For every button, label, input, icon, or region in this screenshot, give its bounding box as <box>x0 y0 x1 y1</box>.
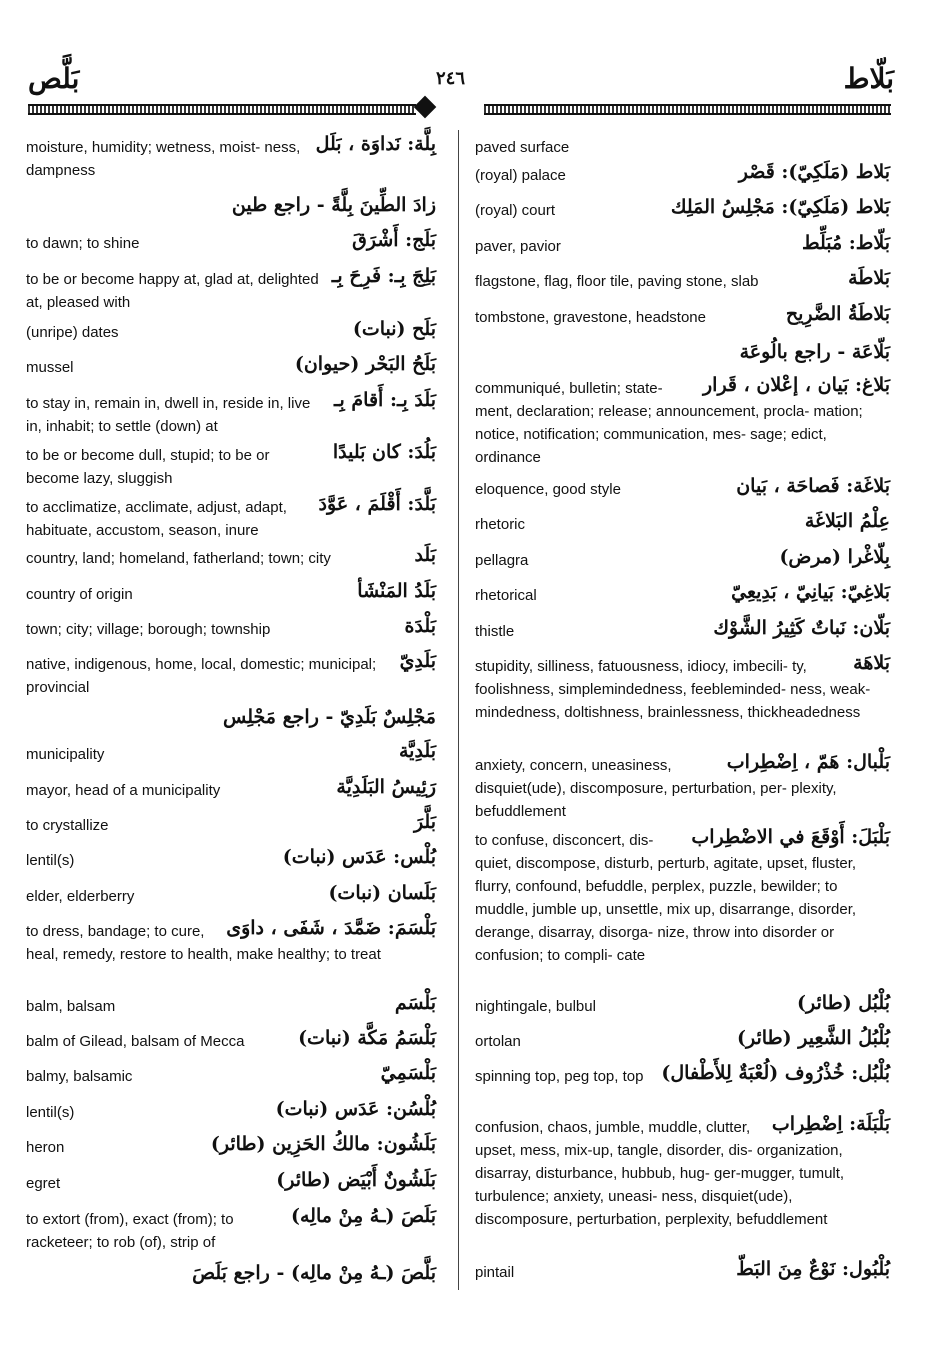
english-definition: (royal) palace <box>475 167 566 184</box>
english-definition: confusion, chaos, jumble, muddle, clutter, upset, mess, mix-up, tangle, disorder, dis- organization, disarray, disturbance, hubbub, hug- ger-mugger, tumult, turbulence; anxiety, uneasi- ness, disquiet(ude), discomposure, perturbation, perplexity, befuddlement <box>475 1119 845 1228</box>
arabic-headword: بَلَدِيَّة <box>398 740 436 762</box>
english-definition: balm, balsam <box>26 998 116 1015</box>
dictionary-entry <box>475 617 890 643</box>
arabic-headword: زادَ الطِّينَ بِلَّةً - راجع طين <box>231 194 436 216</box>
arabic-headword: مَجْلِسٌ بَلَدِيّ - راجع مَجْلِس <box>223 706 436 728</box>
dictionary-entry <box>26 318 436 344</box>
arabic-headword: بَلاغِيّ: بَيانِيّ ، بَدِيعِيّ <box>731 581 890 603</box>
dictionary-entry <box>475 1258 890 1284</box>
english-definition: lentil(s) <box>26 1104 75 1121</box>
dictionary-entry <box>475 161 890 187</box>
arabic-headword: بَلْسَمُ مَكَّة (نبات) <box>298 1027 436 1049</box>
dictionary-entry <box>475 475 890 501</box>
dictionary-entry <box>26 846 436 872</box>
english-definition: anxiety, concern, uneasiness, disquiet(ude), discomposure, perturbation, per- plexity, befuddlement <box>475 757 837 820</box>
header-ornament-diamond <box>414 96 437 119</box>
arabic-headword: بِلّاغْرا (مرض) <box>779 546 890 568</box>
arabic-headword: بَلاطَةُ الضَّرِيح <box>785 303 890 325</box>
arabic-headword: بَلَشُونٌ أَبْيَض (طائر) <box>276 1169 436 1191</box>
english-definition: balmy, balsamic <box>26 1068 133 1085</box>
arabic-headword: بَلْبال: هَمّ ، اِضْطِراب <box>726 751 890 773</box>
dictionary-entry <box>475 374 890 469</box>
arabic-headword: رَئِيسُ البَلَدِيَّة <box>336 776 436 798</box>
english-definition: thistle <box>475 623 515 640</box>
english-definition: pellagra <box>475 552 529 569</box>
dictionary-entry <box>26 1262 436 1285</box>
dictionary-entry <box>475 1113 890 1231</box>
dictionary-entry <box>26 992 436 1018</box>
dictionary-entry <box>475 303 890 329</box>
header-rule-right <box>484 104 891 115</box>
english-definition: paved surface <box>475 139 570 156</box>
page-number: ٢٤٦ <box>436 68 466 89</box>
english-definition: country of origin <box>26 586 133 603</box>
arabic-headword: بَلْدَة <box>404 615 436 637</box>
dictionary-entry <box>26 650 436 699</box>
english-definition: heron <box>26 1139 65 1156</box>
arabic-headword: بَلِجَ بِـ: فَرِحَ بِـ <box>331 265 436 287</box>
english-definition: elder, elderberry <box>26 888 135 905</box>
dictionary-entry <box>26 1098 436 1124</box>
dictionary-entry <box>26 229 436 255</box>
arabic-headword: بَلَدِيّ <box>399 650 436 672</box>
dictionary-entry <box>475 510 890 536</box>
english-definition: moisture, humidity; wetness, moist- ness, dampness <box>26 139 301 179</box>
dictionary-entry <box>26 389 436 438</box>
dictionary-entry <box>475 546 890 572</box>
dictionary-entry <box>26 740 436 766</box>
dictionary-entry <box>26 493 436 542</box>
dictionary-entry <box>475 1027 890 1053</box>
arabic-headword: بَلْبَلَ: أَوْقَعَ في الاضْطِراب <box>691 826 890 848</box>
dictionary-entry <box>475 136 890 159</box>
english-definition: mayor, head of a municipality <box>26 782 221 799</box>
dictionary-entry <box>26 1205 436 1254</box>
arabic-headword: بُلْبُلُ الشَّعِير (طائر) <box>737 1027 890 1049</box>
arabic-headword: بُلْبُل: خُذْرُوف (لُعْبَةٌ لِلأَطْفال) <box>661 1062 890 1084</box>
dictionary-entry <box>26 133 436 182</box>
arabic-headword: بَلّاعَة - راجع بالُوعَة <box>739 341 890 363</box>
column-divider <box>458 130 459 1290</box>
english-definition: to dress, bandage; to cure, heal, remedy, restore to health, make healthy; to treat <box>26 923 381 963</box>
arabic-headword: بَلَسان (نبات) <box>328 882 436 904</box>
english-definition: pintail <box>475 1264 515 1281</box>
dictionary-entry <box>475 751 890 823</box>
dictionary-entry <box>475 232 890 258</box>
arabic-headword: بَلاط (مَلَكِيّ): قَصْر <box>738 161 890 183</box>
english-definition: tombstone, gravestone, headstone <box>475 309 706 326</box>
dictionary-entry <box>26 706 436 729</box>
arabic-headword: بَلَدُ المَنْشَأ <box>357 580 436 602</box>
dictionary-entry <box>26 882 436 908</box>
english-definition: flagstone, flag, floor tile, paving stone, slab <box>475 273 759 290</box>
arabic-headword: بَلَّرَ <box>413 811 436 833</box>
english-definition: municipality <box>26 746 105 763</box>
english-definition: egret <box>26 1175 61 1192</box>
arabic-headword: بَلُدَ: كان بَليدًا <box>332 441 436 463</box>
dictionary-entry <box>475 267 890 293</box>
guide-word-right: بَلّاط <box>843 62 894 95</box>
english-definition: to crystallize <box>26 817 109 834</box>
arabic-headword: بُلْبُل (طائر) <box>797 992 890 1014</box>
dictionary-entry <box>26 194 436 217</box>
arabic-headword: بَلَّدَ: أَقْلَمَ ، عَوَّدَ <box>318 493 436 515</box>
english-definition: paver, pavior <box>475 238 561 255</box>
english-definition: (royal) court <box>475 202 556 219</box>
arabic-headword: بَلاغ: بَيان ، إعْلان ، قَرار <box>702 374 890 396</box>
dictionary-entry <box>26 776 436 802</box>
english-definition: spinning top, peg top, top <box>475 1068 644 1085</box>
dictionary-entry <box>26 811 436 837</box>
arabic-headword: بَلَصَ (ـهُ مِنْ مالِه) <box>290 1205 436 1227</box>
dictionary-entry <box>475 826 890 967</box>
arabic-headword: بَلْبَلَة: اِضْطِراب <box>771 1113 890 1135</box>
english-definition: to dawn; to shine <box>26 235 140 252</box>
english-definition: to confuse, disconcert, dis- quiet, discompose, disturb, perturb, agitate, upset, fluster, flurry, confound, befuddle, perplex, puzzle, bewilder; to muddle, jumble up, unsettle, mix up, disarrange, disorder, derange, disarray, disorga- nize, throw into disorder or confusion; to compli- cate <box>475 832 857 964</box>
arabic-headword: بَلَشُون: مالكُ الحَزِين (طائر) <box>210 1133 436 1155</box>
dictionary-entry <box>475 992 890 1018</box>
english-definition: town; city; village; borough; township <box>26 621 271 638</box>
dictionary-entry <box>26 265 436 314</box>
english-definition: to stay in, remain in, dwell in, reside in, live in, inhabit; to settle (down) at <box>26 395 311 435</box>
dictionary-entry <box>26 580 436 606</box>
english-definition: country, land; homeland, fatherland; town; city <box>26 550 331 567</box>
arabic-headword: بَلاط (مَلَكِيّ): مَجْلِسُ المَلِك <box>670 196 890 218</box>
english-definition: nightingale, bulbul <box>475 998 596 1015</box>
arabic-headword: بَلَد <box>414 544 436 566</box>
english-definition: to extort (from), exact (from); to racketeer; to rob (of), strip of <box>26 1211 234 1251</box>
arabic-headword: بَلّاط: مُبَلِّط <box>801 232 890 254</box>
arabic-headword: بِلَّة: نَداوَة ، بَلَل <box>315 133 436 155</box>
arabic-headword: عِلْمُ البَلاغَة <box>804 510 890 532</box>
header-rule-left <box>28 104 416 115</box>
english-definition: balm of Gilead, balsam of Mecca <box>26 1033 245 1050</box>
english-definition: ortolan <box>475 1033 521 1050</box>
guide-word-left: بَلَّص <box>28 62 80 95</box>
arabic-headword: بَلَج: أَشْرَقَ <box>352 229 436 251</box>
english-definition: communiqué, bulletin; state- ment, declaration; release; announcement, procla- mation; notice, notification; communication, mes- sage; edict, ordinance <box>475 380 863 466</box>
arabic-headword: بُلْبُول: نَوْعٌ مِنَ البَطّ <box>736 1258 890 1280</box>
dictionary-entry <box>26 353 436 379</box>
english-definition: lentil(s) <box>26 852 75 869</box>
dictionary-entry <box>26 1169 436 1195</box>
arabic-headword: بَلاهَة <box>853 652 890 674</box>
dictionary-entry <box>26 1062 436 1088</box>
arabic-headword: بَلَدَ بِـ: أَقامَ بِـ <box>333 389 436 411</box>
dictionary-entry <box>475 652 890 724</box>
dictionary-entry <box>26 615 436 641</box>
dictionary-entry <box>475 341 890 364</box>
dictionary-entry <box>475 196 890 222</box>
dictionary-entry <box>26 917 436 966</box>
dictionary-entry <box>475 581 890 607</box>
english-definition: stupidity, silliness, fatuousness, idiocy, imbecili- ty, foolishness, simplemindedness, feebleminded- ness, weak-mindedness, doltishness, brainlessness, thickheadedness <box>475 658 871 721</box>
english-definition: to acclimatize, acclimate, adjust, adapt, habituate, accustom, season, inure <box>26 499 287 539</box>
english-definition: rhetorical <box>475 587 537 604</box>
arabic-headword: بَلَحُ البَحْر (حيوان) <box>294 353 436 375</box>
english-definition: mussel <box>26 359 74 376</box>
english-definition: eloquence, good style <box>475 481 621 498</box>
english-definition: to be or become happy at, glad at, delighted at, pleased with <box>26 271 319 311</box>
arabic-headword: بَلْسَمِيّ <box>380 1062 436 1084</box>
english-definition: rhetoric <box>475 516 526 533</box>
dictionary-entry <box>475 1062 890 1088</box>
arabic-headword: بَلَح (نبات) <box>352 318 436 340</box>
arabic-headword: بُلْسُن: عَدَس (نبات) <box>275 1098 436 1120</box>
english-definition: to be or become dull, stupid; to be or become lazy, sluggish <box>26 447 270 487</box>
english-definition: (unripe) dates <box>26 324 119 341</box>
arabic-headword: بَلَّصَ (ـهُ مِنْ مالِه) - راجع بَلَصَ <box>192 1262 436 1284</box>
dictionary-entry <box>26 1027 436 1053</box>
arabic-headword: بَلاغَة: فَصاحَة ، بَيان <box>736 475 890 497</box>
arabic-headword: بَلاطَة <box>848 267 890 289</box>
english-definition: native, indigenous, home, local, domestic; municipal; provincial <box>26 656 377 696</box>
arabic-headword: بَلْسَمَ: ضَمَّدَ ، شَفَى ، داوَى <box>226 917 436 939</box>
arabic-headword: بُلْس: عَدَس (نبات) <box>282 846 436 868</box>
dictionary-entry <box>26 544 436 570</box>
dictionary-entry <box>26 441 436 490</box>
arabic-headword: بَلْسَم <box>394 992 436 1014</box>
dictionary-entry <box>26 1133 436 1159</box>
arabic-headword: بَلّان: نَباتٌ كَثِيرُ الشَّوْك <box>713 617 890 639</box>
